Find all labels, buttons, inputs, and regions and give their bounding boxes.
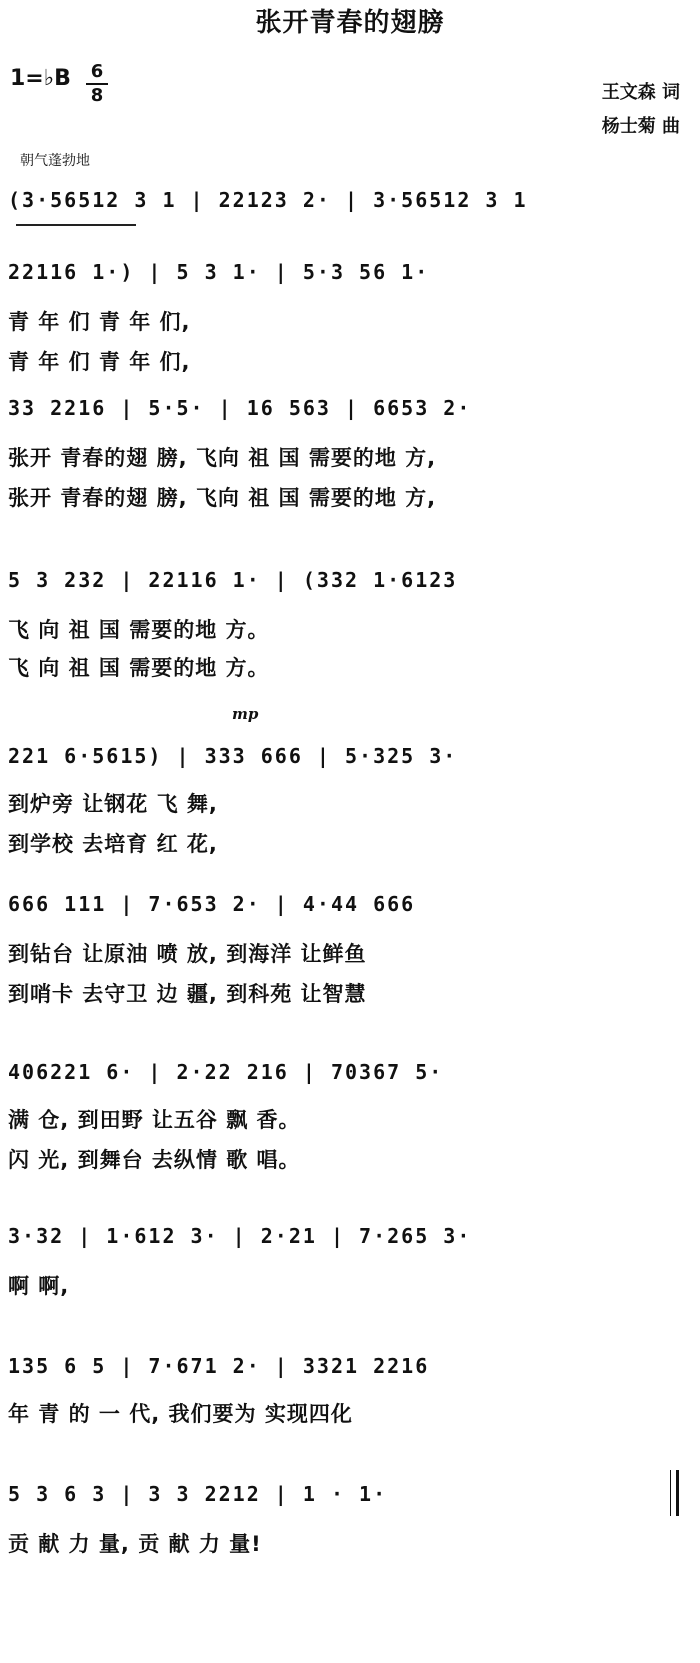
notation-line: 5 3 6 3 | 3 3 2212 | 1 · 1· [8, 1482, 388, 1506]
lyric-line-1: 年 青 的 一 代, 我们要为 实现四化 [8, 1402, 353, 1426]
notation-line: 3·32 | 1·612 3· | 2·21 | 7·265 3· [8, 1224, 472, 1248]
score-system-8 [8, 1216, 692, 1256]
notation-line: 135 6 5 | 7·671 2· | 3321 2216 [8, 1354, 430, 1378]
lyricist-credit: 王文森 词 [601, 82, 680, 103]
lyric-line-2: 到哨卡 去守卫 边 疆, 到科苑 让智慧 [8, 982, 367, 1006]
lyric-line-2: 张开 青春的翅 膀, 飞向 祖 国 需要的地 方, [8, 486, 437, 510]
dynamic-marking: mp [232, 705, 259, 723]
lyric-line-2: 青 年 们 青 年 们, [8, 350, 191, 374]
time-signature-bottom: 8 [90, 85, 104, 106]
song-title: 张开青春的翅膀 [255, 8, 445, 38]
lyric-line-1: 张开 青春的翅 膀, 飞向 祖 国 需要的地 方, [8, 446, 437, 470]
notation-line: 33 2216 | 5·5· | 16 563 | 6653 2· [8, 396, 472, 420]
lyric-line-1: 贡 献 力 量, 贡 献 力 量! [8, 1532, 262, 1556]
lyric-line-1: 到炉旁 让钢花 飞 舞, [8, 792, 218, 816]
lyric-line-2: 到学校 去培育 红 花, [8, 832, 218, 856]
score-system-3 [8, 388, 692, 428]
lyric-line-1: 满 仓, 到田野 让五谷 飘 香。 [8, 1108, 301, 1132]
lyric-line-1: 青 年 们 青 年 们, [8, 310, 191, 334]
notation-line: 666 111 | 7·653 2· | 4·44 666 [8, 892, 416, 916]
score-system-6 [8, 884, 692, 924]
score-system-1 [8, 180, 692, 220]
tempo-marking: 朝气蓬勃地 [20, 153, 90, 169]
lyric-line-1: 啊 啊, [8, 1274, 70, 1298]
notation-line: 221 6·5615) | 333 666 | 5·325 3· [8, 744, 458, 768]
beam-line [16, 224, 136, 226]
time-signature [86, 62, 108, 106]
notation-line: 22116 1·) | 5 3 1· | 5·3 56 1· [8, 260, 430, 284]
score-system-5 [8, 736, 692, 776]
lyric-line-2: 闪 光, 到舞台 去纵情 歌 唱。 [8, 1148, 301, 1172]
key-signature: 1=♭B [10, 66, 71, 91]
score-system-2 [8, 252, 692, 292]
score-system-10 [8, 1474, 692, 1514]
final-barline-thin [670, 1470, 671, 1516]
score-system-4 [8, 560, 692, 600]
score-system-7 [8, 1052, 692, 1092]
score-system-9 [8, 1346, 692, 1386]
final-barline [676, 1470, 679, 1516]
lyric-line-2: 飞 向 祖 国 需要的地 方。 [8, 656, 270, 680]
notation-line: 5 3 232 | 22116 1· | (332 1·6123 [8, 568, 458, 592]
notation-line: 406221 6· | 2·22 216 | 70367 5· [8, 1060, 444, 1084]
lyric-line-1: 飞 向 祖 国 需要的地 方。 [8, 618, 270, 642]
notation-line: (3·56512 3 1 | 22123 2· | 3·56512 3 1 [8, 188, 528, 212]
lyric-line-1: 到钻台 让原油 喷 放, 到海洋 让鲜鱼 [8, 942, 367, 966]
time-signature-top: 6 [90, 61, 104, 82]
composer-credit: 杨士菊 曲 [601, 116, 680, 137]
